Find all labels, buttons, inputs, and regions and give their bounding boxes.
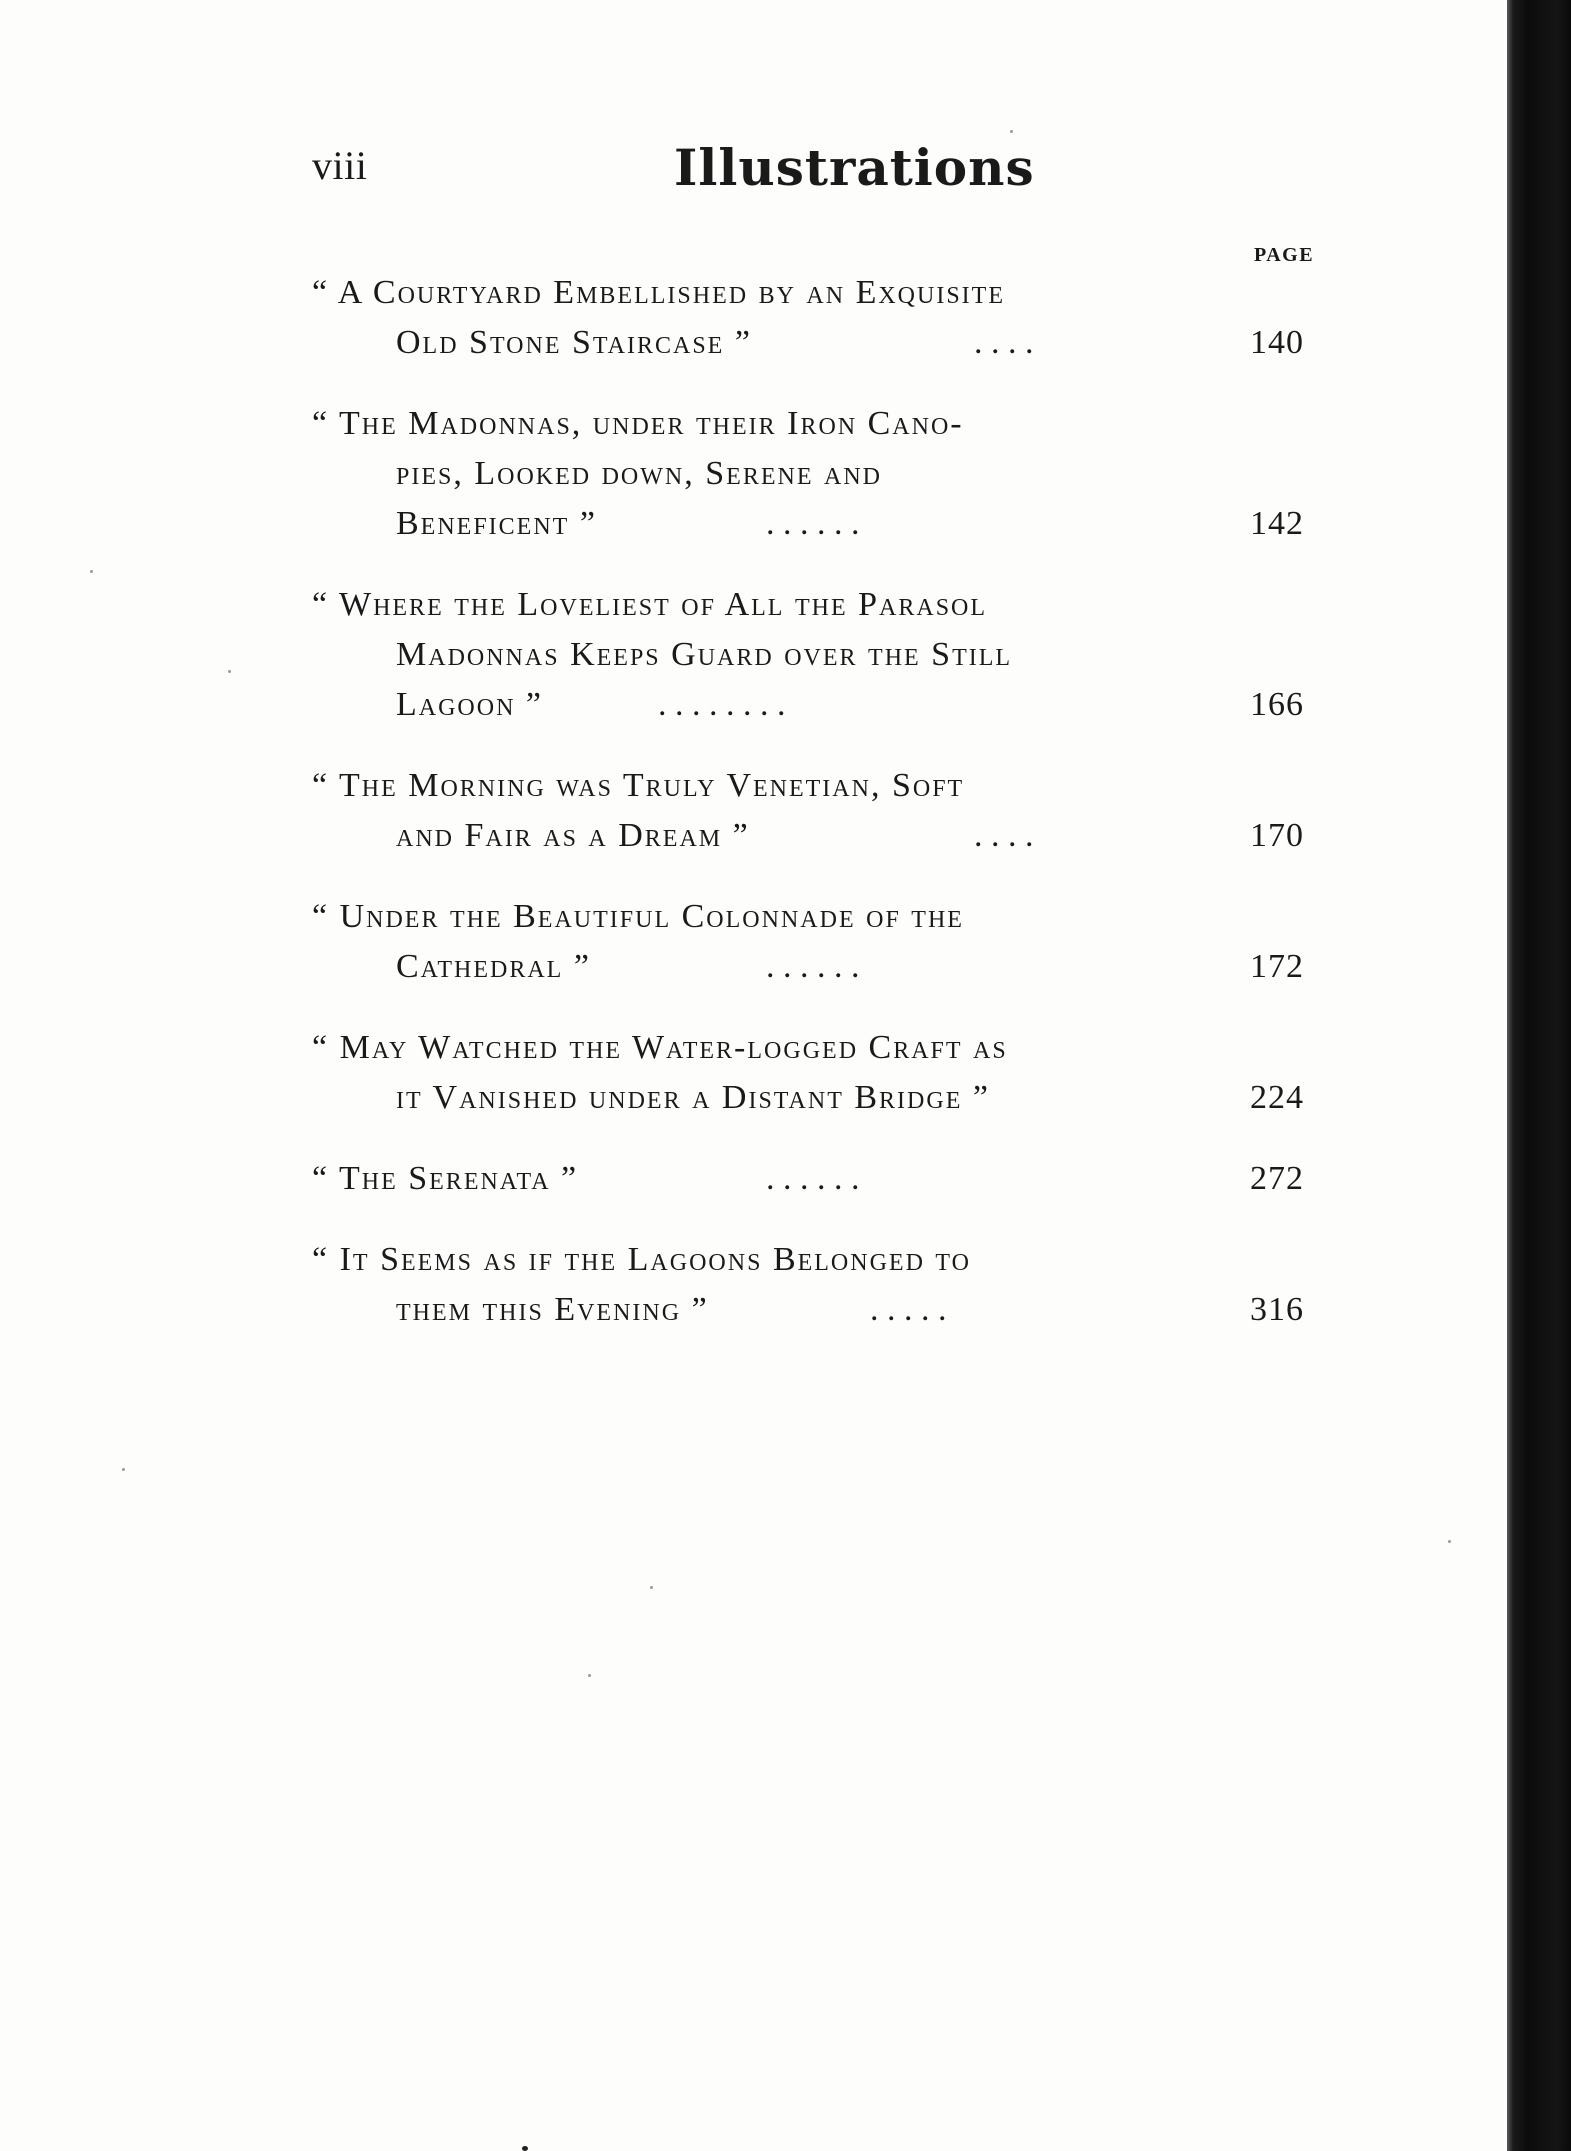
page-header (312, 138, 1322, 198)
dot-leader: . . . . . . (766, 505, 860, 542)
speck (122, 1468, 125, 1471)
list-item (312, 580, 1322, 730)
page-column-label: PAGE (1254, 244, 1315, 266)
entry-line: Lagoon ” . . . . . . . . 166 (312, 680, 1322, 730)
page-ref: 166 (1250, 686, 1304, 723)
page-ref: 142 (1250, 505, 1304, 542)
entry-line: pies, Looked down, Serene and (396, 455, 882, 492)
list-item (312, 892, 1322, 992)
entry-line: “ Under the Beautiful Colonnade of the (312, 898, 964, 935)
dot-leader: . . . . . . . . (658, 686, 786, 723)
list-item (312, 1154, 1322, 1204)
entry-line: Madonnas Keeps Guard over the Still (396, 636, 1013, 673)
speck (1448, 1540, 1451, 1543)
speck (522, 2146, 528, 2151)
entry-line: “ The Serenata ” . . . . . . 272 (312, 1154, 1322, 1204)
page-ref: 272 (1250, 1160, 1304, 1197)
list-item (312, 268, 1322, 368)
page-ref: 170 (1250, 817, 1304, 854)
speck (90, 570, 93, 573)
list-item (312, 1235, 1322, 1335)
entry-line: Old Stone Staircase ” . . . . 140 (312, 318, 1322, 368)
page-ref: 172 (1250, 948, 1304, 985)
list-item (312, 1023, 1322, 1123)
list-item (312, 399, 1322, 549)
speck (588, 1674, 591, 1677)
dot-leader: . . . . . . (766, 948, 860, 985)
page-ref: 140 (1250, 324, 1304, 361)
dot-leader: . . . . (974, 817, 1034, 854)
entry-line: “ A Courtyard Embellished by an Exquisite (312, 274, 1005, 311)
illustrations-list (312, 268, 1322, 1366)
entry-line: and Fair as a Dream ” . . . . 170 (312, 811, 1322, 861)
entry-line: Beneficent ” . . . . . . 142 (312, 499, 1322, 549)
entry-line: “ The Madonnas, under their Iron Cano- (312, 405, 964, 442)
speck (650, 1586, 653, 1589)
speck (1010, 130, 1013, 133)
page-ref: 224 (1250, 1079, 1304, 1116)
entry-line: “ The Morning was Truly Venetian, Soft (312, 767, 965, 804)
entry-line: “ May Watched the Water-logged Craft as (312, 1029, 1008, 1066)
page-ref: 316 (1250, 1291, 1304, 1328)
running-title: Illustrations (674, 138, 1035, 197)
speck (228, 670, 231, 673)
dot-leader: . . . . . (870, 1291, 947, 1328)
entry-line: it Vanished under a Distant Bridge ” 224 (312, 1073, 1322, 1123)
binding-edge (1507, 0, 1571, 2151)
entry-line: “ It Seems as if the Lagoons Belonged to (312, 1241, 971, 1278)
entry-line: Cathedral ” . . . . . . 172 (312, 942, 1322, 992)
page-number: viii (312, 143, 368, 188)
entry-line: them this Evening ” . . . . . 316 (312, 1285, 1322, 1335)
dot-leader: . . . . . . (766, 1160, 860, 1197)
dot-leader: . . . . (974, 324, 1034, 361)
entry-line: “ Where the Loveliest of All the Parasol (312, 586, 988, 623)
list-item (312, 761, 1322, 861)
